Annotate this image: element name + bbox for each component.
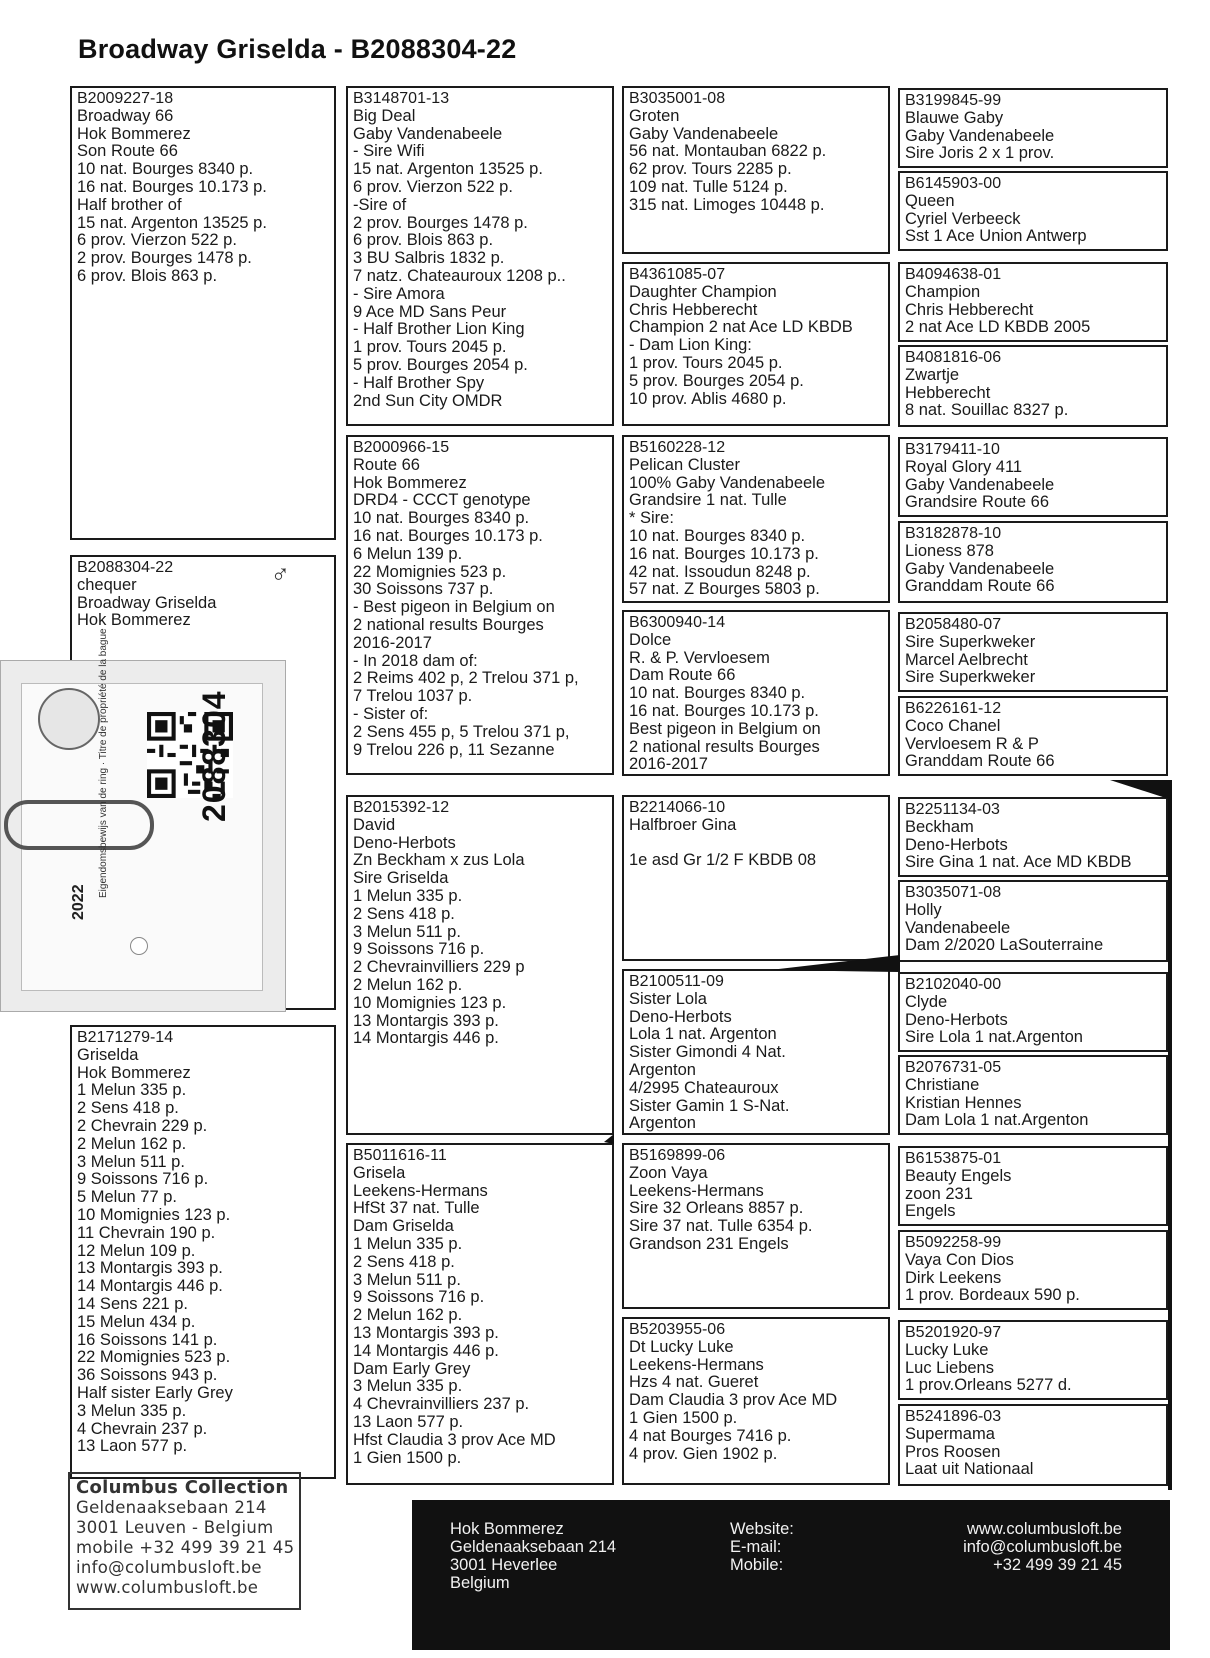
pedigree-ring-number: B4081816-06 xyxy=(905,349,1002,366)
pedigree-line: 4 Chevrain 237 p. xyxy=(77,1419,208,1438)
pedigree-line: 2 Sens 418 p. xyxy=(353,904,455,923)
pedigree-line: Dam Route 66 xyxy=(629,666,736,685)
stamp-line: 3001 Leuven - Belgium xyxy=(76,1518,274,1537)
subject-ring: B2088304-22 xyxy=(77,559,174,576)
pedigree-line: Gaby Vandenabeele xyxy=(629,124,779,143)
footer-address-line: Geldenaaksebaan 214 xyxy=(450,1538,617,1556)
stamp-line: www.columbusloft.be xyxy=(76,1578,259,1597)
male-symbol-icon: ♂ xyxy=(270,559,290,589)
pedigree-line: Hok Bommerez xyxy=(77,124,191,143)
footer-address xyxy=(450,1520,616,1592)
pedigree-line: Deno-Herbots xyxy=(629,1007,732,1026)
pedigree-line: 1 prov. Tours 2045 p. xyxy=(629,353,783,372)
pedigree-line: Sire 37 nat. Tulle 6354 p. xyxy=(629,1217,813,1236)
pedigree-line: 109 nat. Tulle 5124 p. xyxy=(629,177,788,196)
pedigree-line: 1 Gien 1500 p. xyxy=(353,1448,462,1467)
pedigree-box-gen3-2 xyxy=(622,262,890,426)
pedigree-ring-number: B5011616-11 xyxy=(353,1147,447,1164)
pedigree-line: Royal Glory 411 xyxy=(905,457,1023,476)
pedigree-line: 5 prov. Bourges 2054 p. xyxy=(353,355,528,374)
pedigree-line: 9 Soissons 716 p. xyxy=(353,940,485,959)
pedigree-line: 3 Melun 511 p. xyxy=(77,1152,185,1171)
pedigree-line: Laat uit Nationaal xyxy=(905,1460,1034,1479)
pedigree-ring-number: B2009227-18 xyxy=(77,90,174,107)
pedigree-line: 8 nat. Souillac 8327 p. xyxy=(905,401,1069,420)
pedigree-box-dam-dam xyxy=(346,1143,614,1485)
footer-address-line: Belgium xyxy=(450,1574,510,1592)
pedigree-ring-number: B6300940-14 xyxy=(629,614,726,631)
pedigree-line: Hok Bommerez xyxy=(77,1063,191,1082)
pedigree-line: Hebberecht xyxy=(905,383,991,402)
pedigree-line: Sister Lola xyxy=(629,989,707,1008)
pedigree-line: 3 Melun 511 p. xyxy=(353,1270,461,1289)
pedigree-line: 16 nat. Bourges 10.173 p. xyxy=(629,701,819,720)
pedigree-line: Chris Hebberecht xyxy=(905,300,1034,319)
pedigree-line: Zwartje xyxy=(905,365,960,384)
pedigree-line: Champion xyxy=(905,282,981,301)
pedigree-line: 6 prov. Blois 863 p. xyxy=(77,266,218,285)
pedigree-line: HfSt 37 nat. Tulle xyxy=(353,1199,480,1218)
paper-clip-icon xyxy=(4,800,154,850)
pedigree-line: Argenton xyxy=(629,1060,696,1079)
footer-labels xyxy=(730,1520,794,1574)
pedigree-line: Pros Roosen xyxy=(905,1442,1001,1461)
pedigree-line: - Sister of: xyxy=(353,704,429,723)
pedigree-box-gen4-1 xyxy=(898,88,1168,168)
pedigree-line: Lucky Luke xyxy=(905,1340,989,1359)
subject-loft: Hok Bommerez xyxy=(77,611,191,630)
pedigree-line: 2 prov. Bourges 1478 p. xyxy=(77,249,252,268)
pedigree-line: 2nd Sun City OMDR xyxy=(353,391,503,410)
pedigree-line: 2 nat Ace LD KBDB 2005 xyxy=(905,318,1091,337)
federation-logo-icon xyxy=(38,688,100,750)
pedigree-ring-number: B5203955-06 xyxy=(629,1321,726,1338)
pedigree-line: 5 Melun 77 p. xyxy=(77,1188,177,1207)
pedigree-line: Grandson 231 Engels xyxy=(629,1234,789,1253)
pedigree-ring-number: B3035071-08 xyxy=(905,884,1002,901)
pedigree-line: Hzs 4 nat. Gueret xyxy=(629,1373,759,1392)
pedigree-line: Granddam Route 66 xyxy=(905,752,1055,771)
pedigree-line: 22 Momignies 523 p. xyxy=(77,1348,231,1367)
pedigree-box-gen3-4 xyxy=(622,610,890,776)
pedigree-line: Pelican Cluster xyxy=(629,455,740,474)
pedigree-line: 6 prov. Vierzon 522 p. xyxy=(77,231,237,250)
pedigree-line: Grisela xyxy=(353,1163,406,1182)
pedigree-line: 15 Melun 434 p. xyxy=(77,1312,196,1331)
pedigree-line: Cyriel Verbeeck xyxy=(905,209,1021,228)
pedigree-line: Gaby Vandenabeele xyxy=(905,559,1055,578)
pedigree-ring-number: B5092258-99 xyxy=(905,1234,1002,1251)
pedigree-ring-number: B3179411-10 xyxy=(905,441,1000,458)
pedigree-line: - Best pigeon in Belgium on xyxy=(353,598,555,617)
pedigree-line: Sister Gimondi 4 Nat. xyxy=(629,1043,786,1062)
pedigree-box-sire xyxy=(70,86,336,540)
pedigree-line: - In 2018 dam of: xyxy=(353,651,478,670)
pedigree-line: Christiane xyxy=(905,1075,980,1094)
pedigree-line: 12 Melun 109 p. xyxy=(77,1241,196,1260)
pedigree-line: Griselda xyxy=(77,1045,139,1064)
pedigree-ring-number: B3182878-10 xyxy=(905,525,1002,542)
pedigree-line: Hfst Claudia 3 prov Ace MD xyxy=(353,1430,556,1449)
ring-card-text: Eigendomsbewijs van de ring · Titre de propriété de la bague xyxy=(98,628,109,898)
pedigree-line: 4 Chevrainvilliers 237 p. xyxy=(353,1395,530,1414)
pedigree-ring-number: B3035001-08 xyxy=(629,90,726,107)
pedigree-box-gen3-6 xyxy=(622,969,890,1135)
pedigree-line: - Sire Amora xyxy=(353,284,445,303)
pedigree-ring-number: B5160228-12 xyxy=(629,439,726,456)
pedigree-ring-number: B2000966-15 xyxy=(353,439,450,456)
pedigree-line: Dam Griselda xyxy=(353,1217,454,1236)
pedigree-ring-number: B3199845-99 xyxy=(905,92,1002,109)
footer-label: Mobile: xyxy=(730,1556,784,1574)
pedigree-ring-number: B5169899-06 xyxy=(629,1147,726,1164)
pedigree-box-gen3-8 xyxy=(622,1317,890,1485)
pedigree-line: Chris Hebberecht xyxy=(629,300,758,319)
pedigree-line: - Half Brother Spy xyxy=(353,373,485,392)
pedigree-line: Deno-Herbots xyxy=(353,833,456,852)
pedigree-line: 2016-2017 xyxy=(353,633,432,652)
footer-address-line: 3001 Heverlee xyxy=(450,1556,558,1574)
pedigree-line: 13 Montargis 393 p. xyxy=(353,1323,499,1342)
pedigree-line: Beauty Engels xyxy=(905,1166,1012,1185)
stamp-line: Geldenaaksebaan 214 xyxy=(76,1498,267,1517)
pedigree-line: Sire Griselda xyxy=(353,869,449,888)
pedigree-line: Gaby Vandenabeele xyxy=(905,126,1055,145)
pedigree-line xyxy=(629,835,883,853)
pedigree-line: 10 nat. Bourges 8340 p. xyxy=(629,526,806,545)
pedigree-line: 10 Momignies 123 p. xyxy=(77,1205,231,1224)
pedigree-line: 2 Chevrain 229 p. xyxy=(77,1116,208,1135)
pedigree-line: Deno-Herbots xyxy=(905,1010,1008,1029)
pedigree-line: Dam Early Grey xyxy=(353,1359,471,1378)
pedigree-line: Lola 1 nat. Argenton xyxy=(629,1025,777,1044)
pedigree-line: Granddam Route 66 xyxy=(905,577,1055,596)
pedigree-line: Route 66 xyxy=(353,455,420,474)
pedigree-ring-number: B2251134-03 xyxy=(905,801,1000,818)
pedigree-line: 15 nat. Argenton 13525 p. xyxy=(353,160,543,179)
pedigree-box-gen4-5 xyxy=(898,437,1168,517)
pedigree-line: - Half Brother Lion King xyxy=(353,320,525,339)
pedigree-line: 100% Gaby Vandenabeele xyxy=(629,473,826,492)
pedigree-line: 36 Soissons 943 p. xyxy=(77,1366,218,1385)
pedigree-line: Argenton xyxy=(629,1114,696,1133)
pedigree-line: 2 national results Bourges xyxy=(353,615,544,634)
pedigree-line: Beckham xyxy=(905,817,974,836)
pedigree-line: 2 Melun 162 p. xyxy=(77,1134,187,1153)
pedigree-line: 56 nat. Montauban 6822 p. xyxy=(629,142,827,161)
pedigree-box-gen4-9 xyxy=(898,797,1168,877)
pedigree-line: Sire Superkweker xyxy=(905,668,1036,687)
pedigree-ring-number: B3148701-13 xyxy=(353,90,450,107)
pedigree-line: 4 nat Bourges 7416 p. xyxy=(629,1426,792,1445)
pedigree-box-gen4-15 xyxy=(898,1320,1168,1400)
pedigree-ring-number: B4361085-07 xyxy=(629,266,726,283)
pedigree-line: Son Route 66 xyxy=(77,142,178,161)
pedigree-box-gen4-6 xyxy=(898,521,1168,603)
pedigree-box-gen4-16 xyxy=(898,1404,1168,1486)
pedigree-line: -Sire of xyxy=(353,195,407,214)
pedigree-line: Supermama xyxy=(905,1424,995,1443)
pedigree-line: 6 prov. Blois 863 p. xyxy=(353,231,494,250)
pedigree-line: Daughter Champion xyxy=(629,282,777,301)
pedigree-line: 30 Soissons 737 p. xyxy=(353,580,494,599)
pedigree-line: 2 national results Bourges xyxy=(629,737,820,756)
pedigree-line: 1 Melun 335 p. xyxy=(77,1081,187,1100)
pedigree-line: 14 Sens 221 p. xyxy=(77,1294,189,1313)
pedigree-line: Vandenabeele xyxy=(905,918,1011,937)
pedigree-line: 1 prov. Bordeaux 590 p. xyxy=(905,1286,1080,1305)
subject-name: Broadway Griselda xyxy=(77,593,217,612)
pedigree-line: 22 Momignies 523 p. xyxy=(353,562,507,581)
pedigree-box-gen4-3 xyxy=(898,262,1168,342)
pedigree-line: Leekens-Hermans xyxy=(353,1181,488,1200)
pedigree-box-gen4-4 xyxy=(898,345,1168,427)
pedigree-line: 10 nat. Bourges 8340 p. xyxy=(353,509,530,528)
pedigree-line: Dolce xyxy=(629,630,672,649)
pedigree-line: 13 Montargis 393 p. xyxy=(77,1259,223,1278)
pedigree-ring-number: B2076731-05 xyxy=(905,1059,1002,1076)
pedigree-line: Hok Bommerez xyxy=(353,473,467,492)
pedigree-line: Engels xyxy=(905,1202,956,1221)
pedigree-ring-number: B2015392-12 xyxy=(353,799,450,816)
pedigree-line: 3 Melun 335 p. xyxy=(77,1401,187,1420)
ring-card-hole xyxy=(130,937,148,955)
pedigree-box-gen3-5 xyxy=(622,795,890,961)
pedigree-line: 2 Sens 418 p. xyxy=(353,1252,455,1271)
pedigree-line: Half sister Early Grey xyxy=(77,1383,233,1402)
pedigree-line: 57 nat. Z Bourges 5803 p. xyxy=(629,580,820,599)
pedigree-line: 10 Momignies 123 p. xyxy=(353,993,507,1012)
pedigree-box-sire-dam xyxy=(346,435,614,775)
pedigree-line: Halfbroer Gina xyxy=(629,815,737,834)
footer xyxy=(412,1500,1170,1650)
ring-year: 2022 xyxy=(70,884,87,920)
pedigree-ring-number: B4094638-01 xyxy=(905,266,1002,283)
pedigree-line: Champion 2 nat Ace LD KBDB xyxy=(629,318,853,337)
ring-number: 2088304 xyxy=(196,690,232,822)
pedigree-ring-number: B2058480-07 xyxy=(905,616,1002,633)
pedigree-ring-number: B6153875-01 xyxy=(905,1150,1002,1167)
pedigree-line: Grandsire Route 66 xyxy=(905,493,1049,512)
pedigree-line: Holly xyxy=(905,900,942,919)
pedigree-line: - Sire Wifi xyxy=(353,142,425,161)
pedigree-line: Dam Lola 1 nat.Argenton xyxy=(905,1111,1089,1130)
pedigree-line: Sst 1 Ace Union Antwerp xyxy=(905,227,1087,246)
pedigree-line: Sire Lola 1 nat.Argenton xyxy=(905,1028,1083,1047)
pedigree-line: 4/2995 Chateauroux xyxy=(629,1078,779,1097)
pedigree-box-gen4-8 xyxy=(898,696,1168,776)
pedigree-line: Blauwe Gaby xyxy=(905,108,1004,127)
pedigree-line: Sire Gina 1 nat. Ace MD KBDB xyxy=(905,853,1132,872)
pedigree-line: Coco Chanel xyxy=(905,716,1001,735)
pedigree-line: 9 Ace MD Sans Peur xyxy=(353,302,507,321)
pedigree-line: 2 Melun 162 p. xyxy=(353,975,463,994)
pedigree-line: 2016-2017 xyxy=(629,755,708,774)
pedigree-line: 9 Soissons 716 p. xyxy=(77,1170,209,1189)
pedigree-line: Dirk Leekens xyxy=(905,1268,1002,1287)
pedigree-ring-number: B2214066-10 xyxy=(629,799,726,816)
pedigree-line: 5 prov. Bourges 2054 p. xyxy=(629,371,804,390)
pedigree-line: 6 Melun 139 p. xyxy=(353,544,463,563)
subject-color: chequer xyxy=(77,575,137,594)
pedigree-line: 16 nat. Bourges 10.173 p. xyxy=(629,544,819,563)
pedigree-box-gen4-13 xyxy=(898,1146,1168,1226)
pedigree-line: Zn Beckham x zus Lola xyxy=(353,851,525,870)
pedigree-box-gen3-7 xyxy=(622,1143,890,1309)
pedigree-line: 10 nat. Bourges 8340 p. xyxy=(629,684,806,703)
pedigree-line: Kristian Hennes xyxy=(905,1093,1022,1112)
pedigree-line: Leekens-Hermans xyxy=(629,1355,764,1374)
pedigree-line: 1 Melun 335 p. xyxy=(353,1234,463,1253)
pedigree-box-gen4-14 xyxy=(898,1230,1168,1310)
pedigree-line: Best pigeon in Belgium on xyxy=(629,719,821,738)
pedigree-line: 1 Melun 335 p. xyxy=(353,886,463,905)
pedigree-line: 6 prov. Vierzon 522 p. xyxy=(353,177,513,196)
pedigree-line: Clyde xyxy=(905,992,948,1011)
pedigree-line: DRD4 - CCCT genotype xyxy=(353,491,531,510)
pedigree-ring-number: B5241896-03 xyxy=(905,1408,1002,1425)
pedigree-line: 13 Montargis 393 p. xyxy=(353,1011,499,1030)
stamp-line: Columbus Collection xyxy=(76,1477,289,1498)
pedigree-box-gen4-7 xyxy=(898,612,1168,692)
pedigree-line: 1 prov. Tours 2045 p. xyxy=(353,338,507,357)
pedigree-line: Dam 2/2020 LaSouterraine xyxy=(905,936,1104,955)
pedigree-line: Vaya Con Dios xyxy=(905,1250,1014,1269)
pedigree-line: 7 natz. Chateauroux 1208 p.. xyxy=(353,266,566,285)
footer-mobile: +32 499 39 21 45 xyxy=(993,1556,1122,1574)
pedigree-box-gen4-2 xyxy=(898,171,1168,251)
pedigree-ring-number: B6145903-00 xyxy=(905,175,1002,192)
pedigree-line: Half brother of xyxy=(77,195,182,214)
pedigree-line: 7 Trelou 1037 p. xyxy=(353,687,473,706)
pedigree-line: Big Deal xyxy=(353,106,416,125)
pedigree-ring-number: B2171279-14 xyxy=(77,1029,174,1046)
pedigree-line: 9 Trelou 226 p, 11 Sezanne xyxy=(353,740,555,759)
pedigree-line: Lioness 878 xyxy=(905,541,994,560)
footer-address-line: Hok Bommerez xyxy=(450,1520,564,1538)
pedigree-line: 42 nat. Issoudun 8248 p. xyxy=(629,562,811,581)
pedigree-line: Marcel Aelbrecht xyxy=(905,650,1028,669)
pedigree-line: - Dam Lion King: xyxy=(629,336,752,355)
pedigree-line: 16 Soissons 141 p. xyxy=(77,1330,218,1349)
pedigree-ring-number: B2102040-00 xyxy=(905,976,1002,993)
pedigree-line: 1 Gien 1500 p. xyxy=(629,1408,738,1427)
pedigree-line: 1 prov.Orleans 5277 d. xyxy=(905,1376,1072,1395)
pedigree-line: Dt Lucky Luke xyxy=(629,1337,734,1356)
stamp-line: mobile +32 499 39 21 45 xyxy=(76,1538,295,1557)
pedigree-box-gen3-1 xyxy=(622,86,890,254)
pedigree-line: Sire Superkweker xyxy=(905,632,1036,651)
pedigree-line: 16 nat. Bourges 10.173 p. xyxy=(77,177,267,196)
footer-website[interactable]: www.columbusloft.be xyxy=(967,1520,1122,1538)
stamp-line: info@columbusloft.be xyxy=(76,1558,262,1577)
pedigree-line: Sire 32 Orleans 8857 p. xyxy=(629,1199,804,1218)
pedigree-box-gen4-10 xyxy=(898,880,1168,962)
pedigree-line: 4 prov. Gien 1902 p. xyxy=(629,1444,778,1463)
pedigree-line: 16 nat. Bourges 10.173 p. xyxy=(353,526,543,545)
pedigree-line: 3 Melun 511 p. xyxy=(353,922,461,941)
pedigree-box-gen3-3 xyxy=(622,435,890,603)
pedigree-line: 2 Melun 162 p. xyxy=(353,1306,463,1325)
pedigree-line: 13 Laon 577 p. xyxy=(77,1437,188,1456)
pedigree-line: 11 Chevrain 190 p. xyxy=(77,1223,216,1242)
pedigree-line: Broadway 66 xyxy=(77,106,174,125)
pedigree-line: zoon 231 xyxy=(905,1184,973,1203)
pedigree-line: Gaby Vandenabeele xyxy=(905,475,1055,494)
pedigree-line: 10 nat. Bourges 8340 p. xyxy=(77,160,254,179)
pedigree-line: R. & P. Vervloesem xyxy=(629,648,770,667)
pedigree-line: 2 Reims 402 p, 2 Trelou 371 p, xyxy=(353,669,579,688)
pedigree-line: 2 Sens 455 p, 5 Trelou 371 p, xyxy=(353,722,570,741)
pedigree-line: Grandsire 1 nat. Tulle xyxy=(629,491,787,510)
pedigree-line: David xyxy=(353,815,396,834)
pedigree-line: 14 Montargis 446 p. xyxy=(353,1341,499,1360)
pedigree-box-gen4-12 xyxy=(898,1055,1168,1135)
pedigree-line: 315 nat. Limoges 10448 p. xyxy=(629,195,825,214)
footer-label: E-mail: xyxy=(730,1538,782,1556)
pedigree-line: 3 Melun 335 p. xyxy=(353,1377,463,1396)
pedigree-line: 1e asd Gr 1/2 F KBDB 08 xyxy=(629,851,817,870)
pedigree-ring-number: B6226161-12 xyxy=(905,700,1002,717)
footer-label: Website: xyxy=(730,1520,794,1538)
pedigree-line: Gaby Vandenabeele xyxy=(353,124,503,143)
pedigree-line: 14 Montargis 446 p. xyxy=(77,1277,223,1296)
footer-email[interactable]: info@columbusloft.be xyxy=(963,1538,1122,1556)
pedigree-line: 14 Montargis 446 p. xyxy=(353,1029,499,1048)
pedigree-line: 2 prov. Bourges 1478 p. xyxy=(353,213,528,232)
pedigree-line: 10 prov. Ablis 4680 p. xyxy=(629,389,787,408)
pedigree-line: Zoon Vaya xyxy=(629,1163,708,1182)
pedigree-line: * Sire: xyxy=(629,509,674,528)
pedigree-line: Sire Joris 2 x 1 prov. xyxy=(905,144,1055,163)
pedigree-line: 3 BU Salbris 1832 p. xyxy=(353,249,505,268)
pedigree-line: Deno-Herbots xyxy=(905,835,1008,854)
pedigree-line: Leekens-Hermans xyxy=(629,1181,764,1200)
pedigree-line: Luc Liebens xyxy=(905,1358,994,1377)
pedigree-line: Groten xyxy=(629,106,680,125)
pedigree-line: 2 Chevrainvilliers 229 p xyxy=(353,958,525,977)
pedigree-line: Queen xyxy=(905,191,955,210)
pedigree-line: 13 Laon 577 p. xyxy=(353,1412,464,1431)
pedigree-line: 2 Sens 418 p. xyxy=(77,1099,179,1118)
pedigree-line: 15 nat. Argenton 13525 p. xyxy=(77,213,267,232)
footer-values xyxy=(963,1520,1122,1574)
pedigree-box-dam-sire xyxy=(346,795,614,1135)
page-title: Broadway Griselda - B2088304-22 xyxy=(78,34,517,64)
pedigree-line: 9 Soissons 716 p. xyxy=(353,1288,485,1307)
pedigree-ring-number: B2100511-09 xyxy=(629,973,724,990)
pedigree-box-dam xyxy=(70,1025,336,1479)
pedigree-ring-number: B5201920-97 xyxy=(905,1324,1002,1341)
pedigree-line: 62 prov. Tours 2285 p. xyxy=(629,160,792,179)
pedigree-line: Sister Gamin 1 S-Nat. xyxy=(629,1096,790,1115)
pedigree-box-gen4-11 xyxy=(898,972,1168,1052)
columbus-stamp xyxy=(68,1472,301,1610)
pedigree-box-sire-sire xyxy=(346,86,614,426)
pedigree-line: Dam Claudia 3 prov Ace MD xyxy=(629,1391,838,1410)
pedigree-line: Vervloesem R & P xyxy=(905,734,1039,753)
